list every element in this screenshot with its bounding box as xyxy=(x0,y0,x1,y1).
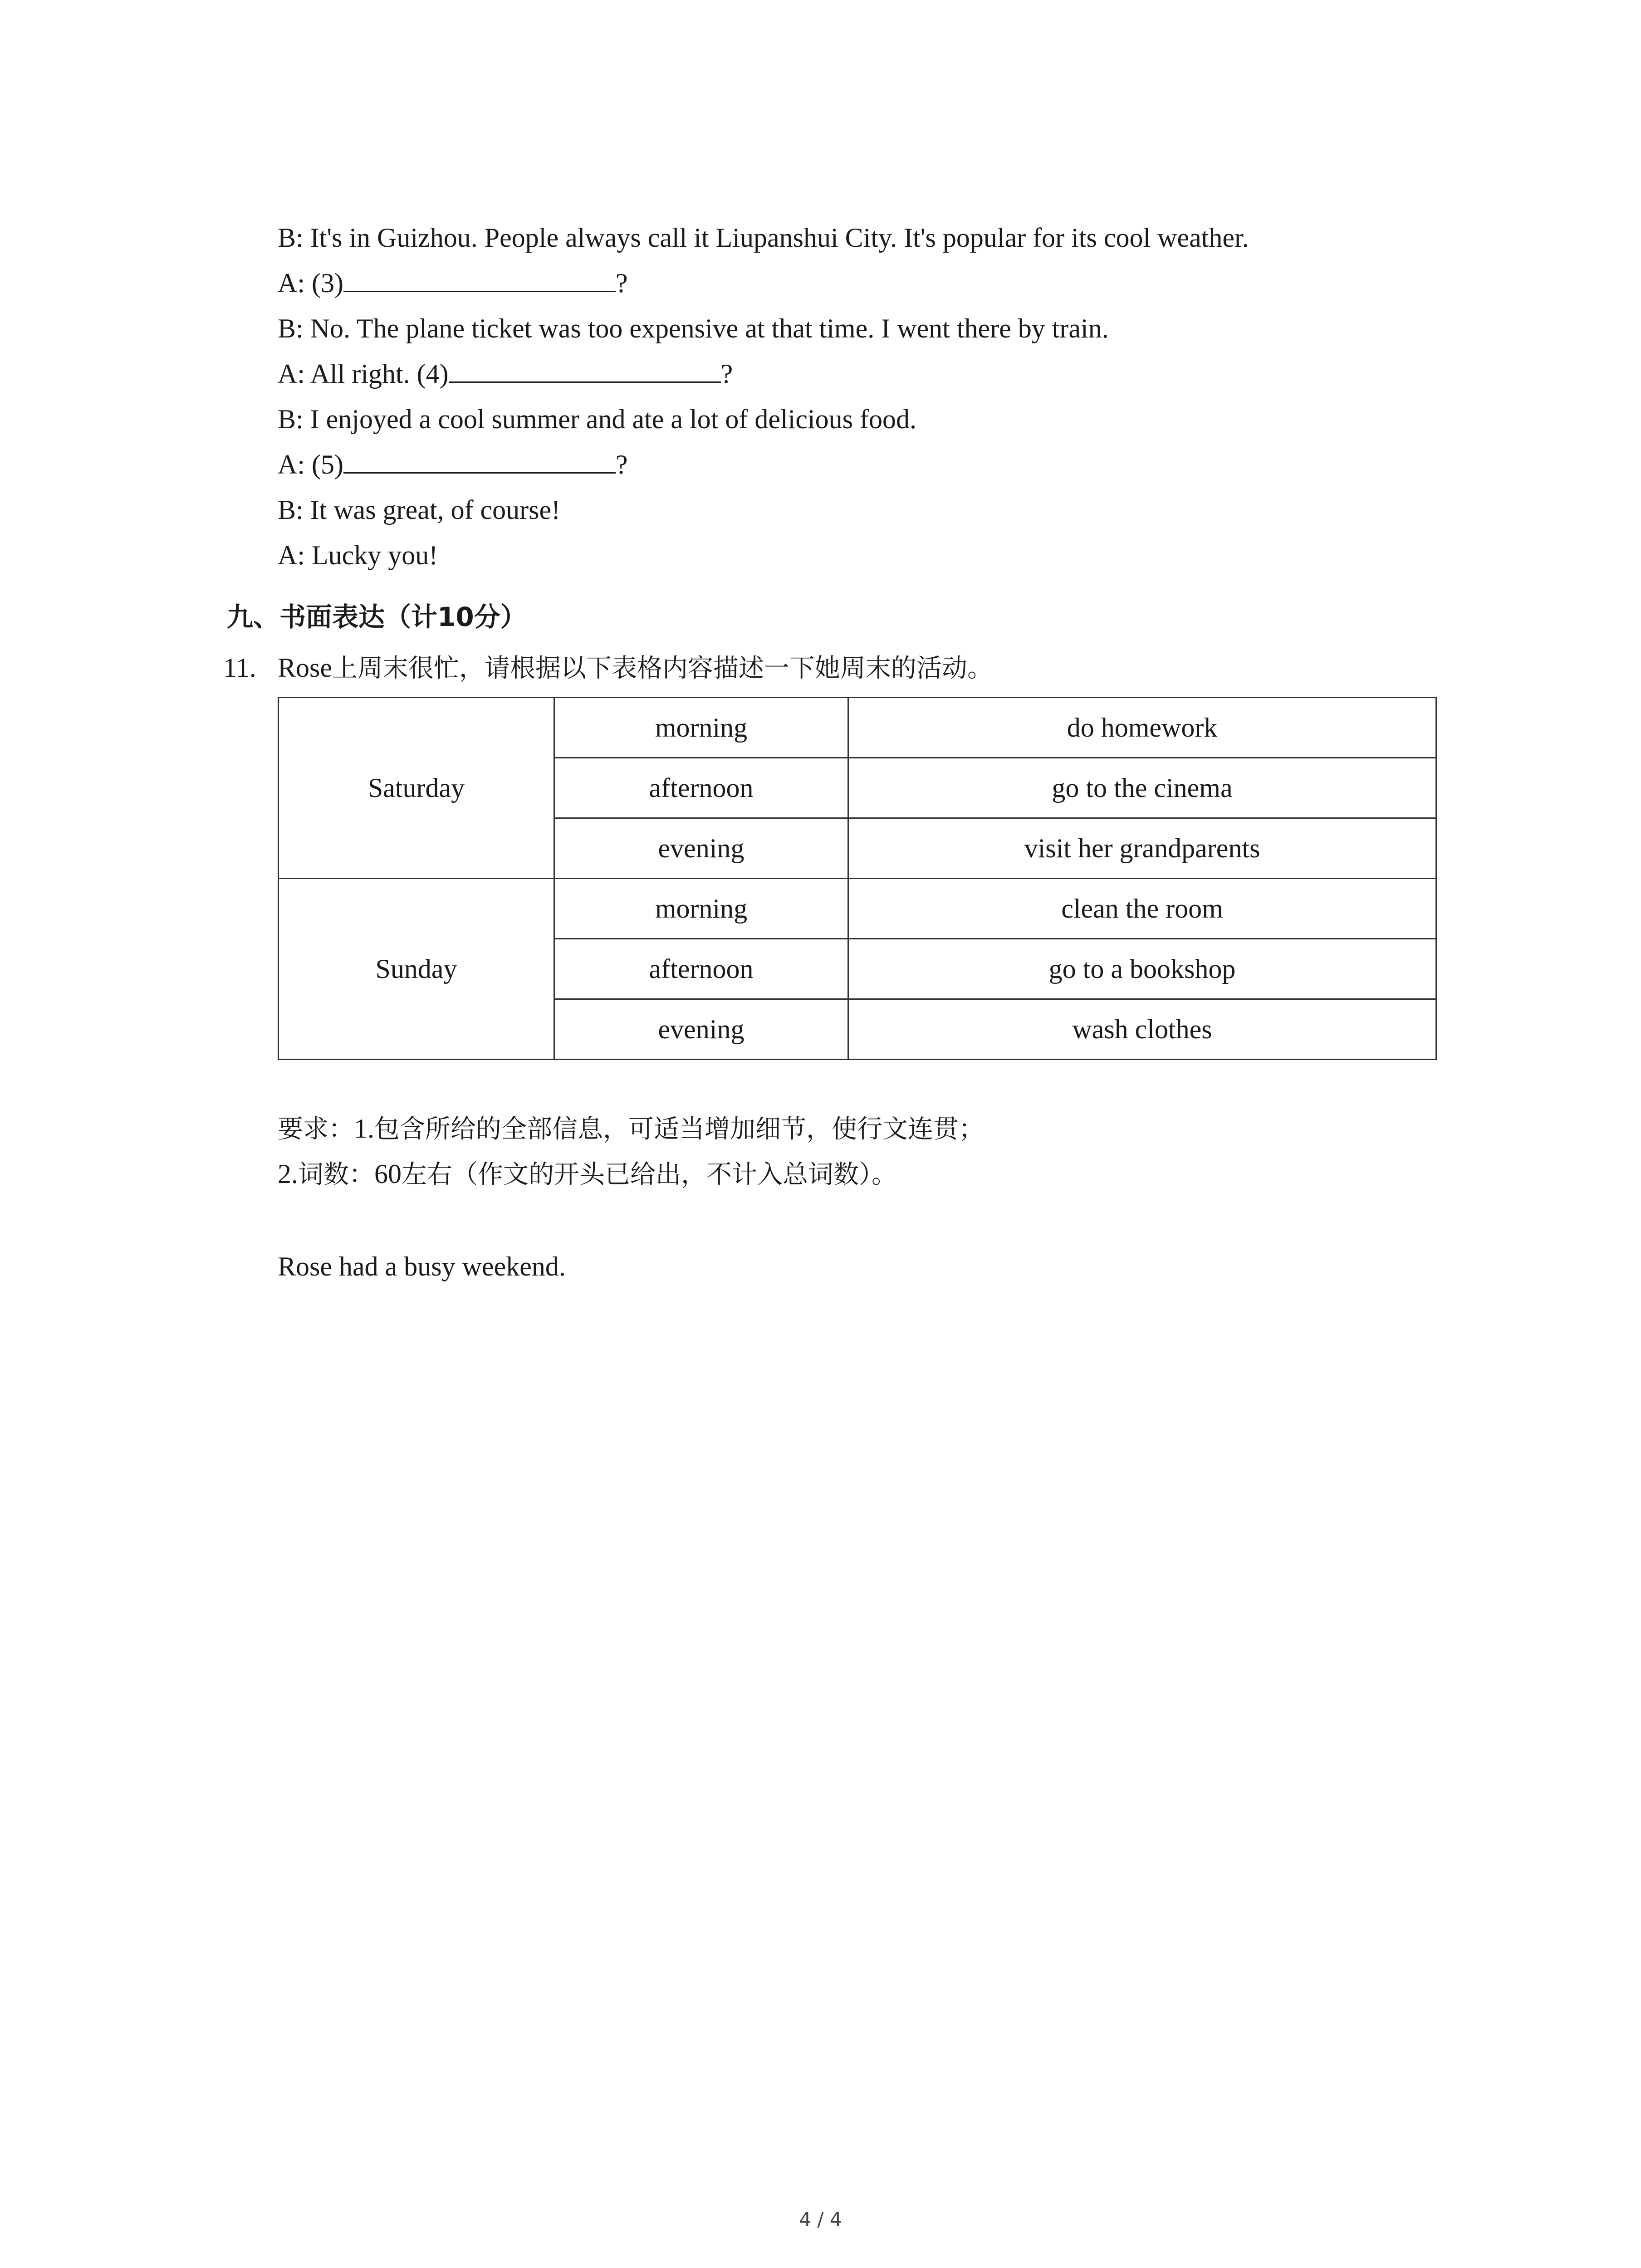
dialogue-suffix: ? xyxy=(615,450,628,479)
dialogue-line-b-train: B: No. The plane ticket was too expensive at that time. I went there by train. xyxy=(278,313,1109,343)
answer-blank-5[interactable] xyxy=(343,447,616,474)
requirement-number: 2. xyxy=(278,1159,298,1189)
section-title: 九、书面表达（计10分） xyxy=(227,601,527,632)
dialogue-line-a-lucky: A: Lucky you! xyxy=(278,540,438,570)
question-number: 11. xyxy=(223,653,256,683)
dialogue-line-b-summer: B: I enjoyed a cool summer and ate a lot of delicious food. xyxy=(278,404,916,434)
page-number: 4 / 4 xyxy=(799,2208,842,2230)
requirement-text: 左右（作文的开头已给出，不计入总词数）。 xyxy=(402,1160,897,1189)
day-cell: Sunday xyxy=(279,879,554,1060)
time-cell: afternoon xyxy=(554,758,848,818)
dialogue-line-b-guizhou: B: It's in Guizhou. People always call it Liupanshui City. It's popular for its cool weather. xyxy=(278,223,1249,253)
table-row xyxy=(279,698,1436,758)
requirement-1 xyxy=(278,1110,984,1148)
time-cell: morning xyxy=(554,879,848,939)
requirement-text: 包含所给的全部信息，可适当增加细节，使行文连贯； xyxy=(374,1114,984,1144)
time-cell: afternoon xyxy=(554,939,848,999)
requirement-text: 词数： xyxy=(298,1160,374,1189)
time-cell: morning xyxy=(554,698,848,758)
activity-cell: do homework xyxy=(848,698,1436,758)
activity-cell: go to a bookshop xyxy=(848,939,1436,999)
dialogue-prefix: A: All right. (4) xyxy=(278,359,449,389)
dialogue-suffix: ? xyxy=(615,268,628,298)
time-cell: evening xyxy=(554,818,848,879)
dialogue-line-a-blank-5 xyxy=(278,446,628,483)
question-prompt-cjk: 上周末很忙，请根据以下表格内容描述一下她周末的活动。 xyxy=(332,654,993,683)
essay-opening: Rose had a busy weekend. xyxy=(278,1251,566,1281)
word-count: 60 xyxy=(374,1159,402,1189)
dialogue-prefix: A: (3) xyxy=(278,268,343,298)
dialogue-line-b-great: B: It was great, of course! xyxy=(278,495,561,525)
question-prompt xyxy=(278,650,993,687)
question-prompt-latin: Rose xyxy=(278,653,332,683)
day-cell: Saturday xyxy=(279,698,554,879)
activity-cell: go to the cinema xyxy=(848,758,1436,818)
answer-blank-3[interactable] xyxy=(343,265,616,292)
weekend-schedule-table xyxy=(278,697,1437,1060)
dialogue-line-a-blank-4 xyxy=(278,356,733,392)
dialogue-line-a-blank-3 xyxy=(278,265,628,301)
table-row xyxy=(279,879,1436,939)
activity-cell: clean the room xyxy=(848,879,1436,939)
dialogue-suffix: ? xyxy=(720,359,733,389)
time-cell: evening xyxy=(554,999,848,1060)
activity-cell: wash clothes xyxy=(848,999,1436,1060)
requirement-label: 要求： xyxy=(278,1114,354,1144)
answer-blank-4[interactable] xyxy=(449,356,721,383)
dialogue-prefix: A: (5) xyxy=(278,450,343,479)
requirement-2 xyxy=(278,1156,897,1193)
requirement-number: 1. xyxy=(354,1114,374,1144)
activity-cell: visit her grandparents xyxy=(848,818,1436,879)
